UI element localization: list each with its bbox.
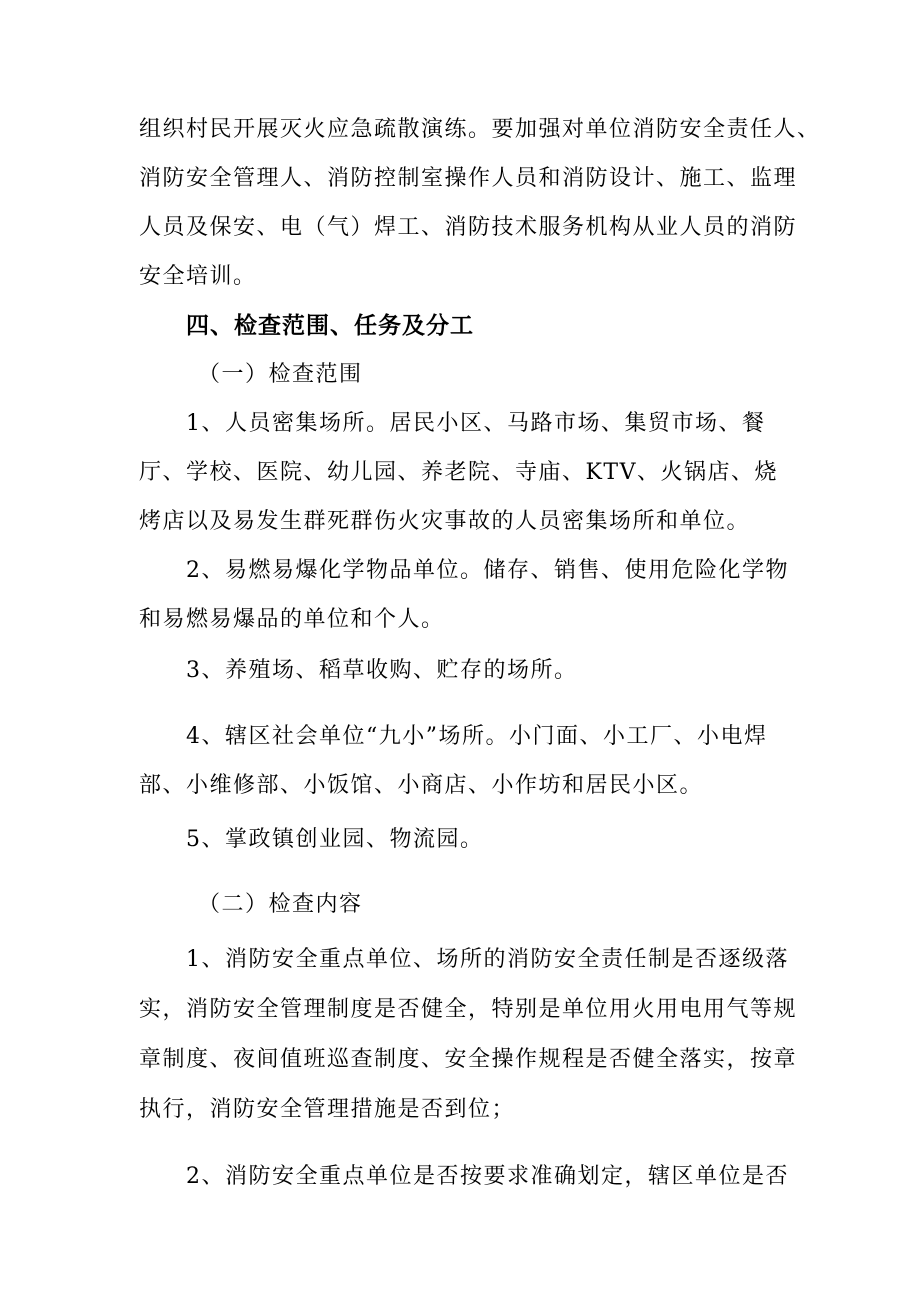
paragraph-line: 2、易燃易爆化学物品单位。储存、销售、使用危险化学物 (186, 558, 789, 583)
paragraph-line: 烤店以及易发生群死群伤火灾事故的人员密集场所和单位。 (139, 509, 751, 534)
subsection-heading: （二）检查内容 (198, 892, 363, 917)
paragraph-line: 实，消防安全管理制度是否健全，特别是单位用火用电用气等规 (139, 997, 798, 1022)
paragraph-line: 厅、学校、医院、幼儿园、养老院、寺庙、KTV、火锅店、烧 (139, 460, 778, 485)
paragraph-line: 安全培训。 (139, 264, 257, 289)
paragraph-line: 5、掌政镇创业园、物流园。 (186, 827, 484, 852)
paragraph-line: 章制度、夜间值班巡查制度、安全操作规程是否健全落实，按章 (139, 1047, 798, 1072)
paragraph-line: 1、消防安全重点单位、场所的消防安全责任制是否逐级落 (186, 947, 789, 972)
paragraph-line: 和易燃易爆品的单位和个人。 (139, 607, 445, 632)
subsection-heading: （一）检查范围 (198, 362, 363, 387)
paragraph-line: 消防安全管理人、消防控制室操作人员和消防设计、施工、监理 (139, 166, 798, 191)
paragraph-line: 1、人员密集场所。居民小区、马路市场、集贸市场、餐 (186, 411, 766, 436)
paragraph-line: 3、养殖场、稻草收购、贮存的场所。 (186, 658, 578, 683)
paragraph-line: 2、消防安全重点单位是否按要求准确划定，辖区单位是否 (186, 1164, 789, 1189)
paragraph-line: 部、小维修部、小饭馆、小商店、小作坊和居民小区。 (139, 773, 704, 798)
paragraph-line: 执行，消防安全管理措施是否到位； (139, 1097, 516, 1122)
paragraph-line: 组织村民开展灭火应急疏散演练。要加强对单位消防安全责任人、 (139, 117, 821, 142)
paragraph-line: 4、辖区社会单位“九小”场所。小门面、小工厂、小电焊 (186, 724, 768, 749)
paragraph-line: 人员及保安、电（气）焊工、消防技术服务机构从业人员的消防 (139, 215, 798, 240)
section-heading: 四、检查范围、任务及分工 (186, 312, 474, 339)
